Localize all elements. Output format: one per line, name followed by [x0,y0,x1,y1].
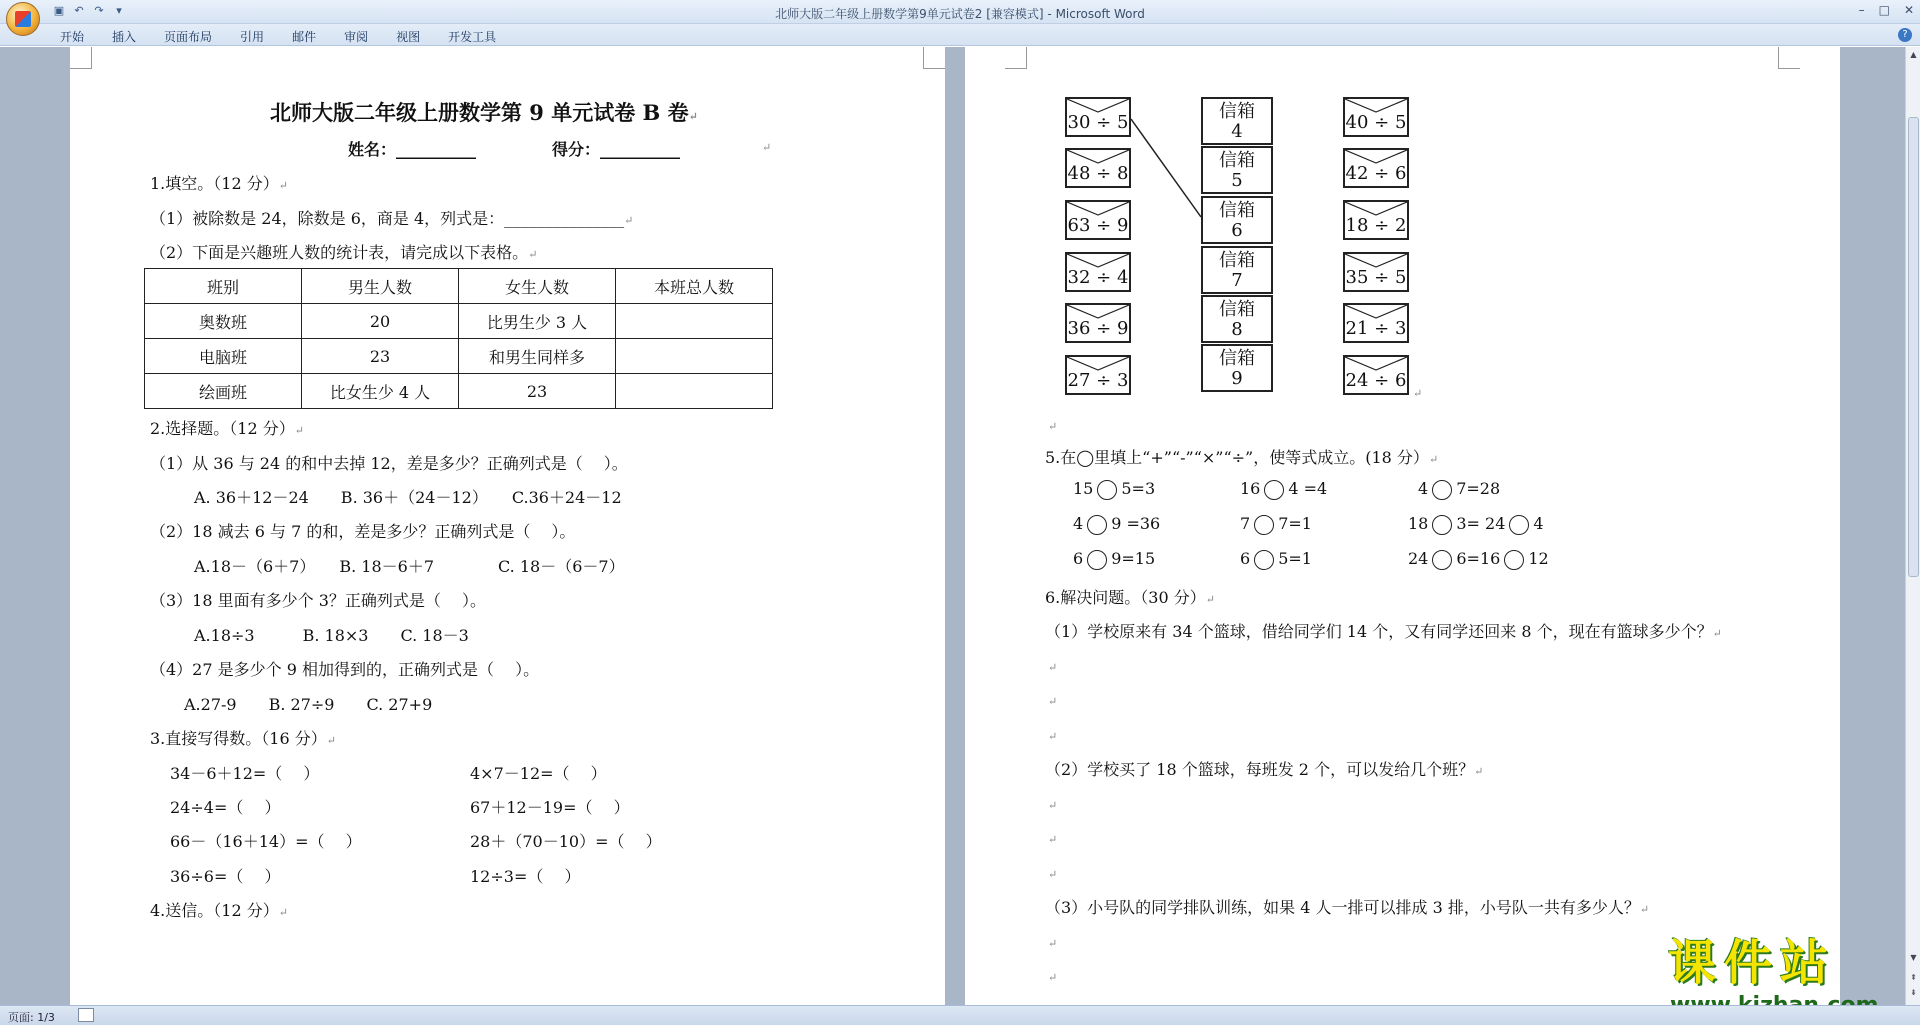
tab-insert[interactable]: 插入 [112,30,137,44]
equation: 16 4 =4 [1240,479,1328,498]
table-cell: 比男生少 3 人 [459,304,616,339]
tab-developer[interactable]: 开发工具 [448,30,497,44]
document-page-2 [965,47,1840,1005]
operator-circle[interactable] [1509,515,1529,535]
previous-page-icon[interactable]: ⇞ [1910,973,1917,982]
paragraph-mark: ↵ [1048,868,1058,881]
envelope-left: 32 ÷ 4 [1065,252,1131,292]
mailbox: 信箱 8 [1201,295,1273,343]
question-2-3: （3）18 里面有多少个 3？正确列式是（ ）。 [150,591,486,610]
table-cell: 男生人数 [302,269,459,304]
table-cell-blank[interactable] [616,304,773,339]
calc-item: 12÷3=（ ） [470,867,581,886]
table-cell-blank[interactable] [616,374,773,409]
table-cell: 23 [459,374,616,409]
envelope-left: 48 ÷ 8 [1065,148,1131,188]
envelope-left: 30 ÷ 5 [1065,97,1131,137]
equation: 15 5=3 [1073,479,1156,498]
customize-qat-icon[interactable]: ▾ [116,4,122,17]
operator-circle[interactable] [1097,480,1117,500]
matching-line [965,47,1365,387]
table-row [145,269,773,304]
section-5-heading: 5.在◯里填上“+”“-”“×”“÷”，使等式成立。(18 分）↵ [1045,448,1439,467]
operator-circle[interactable] [1504,550,1524,570]
office-button[interactable] [6,2,40,36]
table-row [145,304,773,339]
envelope-left: 27 ÷ 3 [1065,355,1131,395]
question-1-2: （2）下面是兴趣班人数的统计表，请完成以下表格。↵ [150,243,538,262]
question-2-3-options: A.18÷3 B. 18×3 C. 18－3 [194,626,469,645]
scroll-up-icon[interactable]: ▲ [1910,50,1917,59]
equation: 6 5=1 [1240,549,1312,568]
mailbox: 信箱 5 [1201,146,1273,194]
page-counter[interactable]: 页面: 1/3 [8,1011,55,1024]
envelope-right: 24 ÷ 6 [1343,355,1409,395]
paragraph-mark: ↵ [1048,695,1058,708]
ribbon [0,24,1920,46]
equation: 6 9=15 [1073,549,1156,568]
table-cell: 电脑班 [145,339,302,374]
tab-page-layout[interactable]: 页面布局 [164,30,213,44]
envelope-left: 63 ÷ 9 [1065,200,1131,240]
envelope-right: 21 ÷ 3 [1343,303,1409,343]
envelope-right: 35 ÷ 5 [1343,252,1409,292]
section-3-heading: 3.直接写得数。（16 分）↵ [150,729,336,748]
table-cell: 和男生同样多 [459,339,616,374]
paragraph-mark: ↵ [1048,661,1058,674]
redo-icon[interactable]: ↷ [94,4,104,17]
scroll-down-icon[interactable]: ▼ [1910,953,1917,962]
equation: 7 7=1 [1240,514,1312,533]
paragraph-mark: ↵ [1048,799,1058,812]
undo-icon[interactable]: ↶ [74,4,84,17]
calc-item: 36÷6=（ ） [170,867,281,886]
question-2-4: （4）27 是多少个 9 相加得到的，正确列式是（ ）。 [150,660,540,679]
window-controls [1859,3,1914,17]
document-page-1 [70,47,945,1005]
corner-mark [1778,47,1800,69]
table-row [145,374,773,409]
operator-circle[interactable] [1432,550,1452,570]
table-cell: 本班总人数 [616,269,773,304]
paragraph-mark: ↵ [1048,730,1058,743]
calc-item: 34－6＋12=（ ） [170,764,320,783]
watermark-name: 课件站 [1668,935,1837,991]
question-1-1: （1）被除数是 24，除数是 6，商是 4，列式是：_______________↵ [150,209,634,228]
tab-home[interactable]: 开始 [60,30,85,44]
envelope-left: 36 ÷ 9 [1065,303,1131,343]
calc-item: 67＋12－19=（ ） [470,798,630,817]
table-cell: 23 [302,339,459,374]
section-1-heading: 1.填空。（12 分）↵ [150,174,288,193]
table-row [145,339,773,374]
table-cell: 绘画班 [145,374,302,409]
question-2-2: （2）18 减去 6 与 7 的和，差是多少？正确列式是（ ）。 [150,522,576,541]
question-2-1: （1）从 36 与 24 的和中去掉 12，差是多少？正确列式是（ ）。 [150,454,628,473]
table-cell: 比女生少 4 人 [302,374,459,409]
envelope-right: 42 ÷ 6 [1343,148,1409,188]
corner-mark [923,47,945,69]
help-icon[interactable]: ? [1898,28,1912,42]
paragraph-mark: ↵ [1413,387,1423,400]
section-6-heading: 6.解决问题。（30 分）↵ [1045,588,1215,607]
status-bar [0,1005,1920,1025]
envelope-right: 40 ÷ 5 [1343,97,1409,137]
minimize-button[interactable]: – [1858,3,1865,17]
office-logo-icon [15,11,31,27]
scrollbar-thumb[interactable] [1908,117,1919,577]
calc-item: 66－（16＋14）=（ ） [170,832,362,851]
table-cell: 女生人数 [459,269,616,304]
table-cell: 班别 [145,269,302,304]
mailbox: 信箱 4 [1201,97,1273,145]
tab-view[interactable]: 视图 [396,30,421,44]
section-2-heading: 2.选择题。（12 分）↵ [150,419,304,438]
equation: 18 3= 24 4 [1408,514,1544,533]
site-watermark [1668,924,1898,1018]
problem-1: （1）学校原来有 34 个篮球，借给同学们 14 个，又有同学还回来 8 个，现在有篮球多少个？↵ [1045,622,1722,641]
corner-mark [70,47,92,69]
name-field[interactable]: 姓名：__________ [348,140,477,159]
equation: 4 9 =36 [1073,514,1161,533]
section-4-heading: 4.送信。（12 分）↵ [150,901,288,920]
operator-circle[interactable] [1254,550,1274,570]
save-icon[interactable]: ▣ [53,4,65,17]
calc-item: 4×7－12=（ ） [470,764,607,783]
operator-circle[interactable] [1432,480,1452,500]
question-2-2-options: A.18－（6＋7） B. 18－6＋7 C. 18－（6－7） [194,557,625,576]
equation: 4 7=28 [1418,479,1501,498]
ribbon-tabs [60,28,524,45]
operator-circle[interactable] [1087,550,1107,570]
calc-item: 24÷4=（ ） [170,798,281,817]
page-title: 北师大版二年级上册数学第 9 单元试卷 B 卷↵ [270,100,698,125]
table-cell-blank[interactable] [616,339,773,374]
tab-references[interactable]: 引用 [240,30,265,44]
score-field[interactable]: 得分：__________ [552,140,681,159]
tab-mailings[interactable]: 邮件 [292,30,317,44]
document-workspace [0,47,1905,1005]
problem-3: （3）小号队的同学排队训练，如果 4 人一排可以排成 3 排，小号队一共有多少人？↵ [1045,898,1650,917]
paragraph-mark: ↵ [1048,833,1058,846]
proofing-icon[interactable] [78,1008,94,1022]
question-2-1-options: A. 36＋12－24 B. 36＋（24－12） C.36＋24－12 [194,488,622,507]
operator-circle[interactable] [1432,515,1452,535]
close-button[interactable]: ✕ [1903,3,1914,17]
window-title: 北师大版二年级上册数学第9单元试卷2 [兼容模式] - Microsoft Word [775,7,1145,21]
next-page-icon[interactable]: ⇟ [1910,988,1917,997]
equation: 24 6=16 12 [1408,549,1549,568]
question-2-4-options: A.27-9 B. 27÷9 C. 27+9 [184,695,433,714]
envelope-right: 18 ÷ 2 [1343,200,1409,240]
table-cell: 奥数班 [145,304,302,339]
title-bar [0,0,1920,24]
paragraph-mark: ↵ [1048,420,1058,433]
table-cell: 20 [302,304,459,339]
paragraph-mark: ↵ [1048,937,1058,950]
paragraph-mark: ↵ [1048,971,1058,984]
stats-table [144,268,773,409]
maximize-button[interactable]: □ [1878,3,1890,17]
mailbox: 信箱 6 [1201,196,1273,244]
paragraph-mark: ↵ [762,141,772,154]
problem-2: （2）学校买了 18 个篮球，每班发 2 个，可以发给几个班？↵ [1045,760,1484,779]
mailbox: 信箱 9 [1201,344,1273,392]
operator-circle[interactable] [1254,515,1274,535]
tab-review[interactable]: 审阅 [344,30,369,44]
vertical-scrollbar[interactable] [1905,47,1920,1005]
mailbox: 信箱 7 [1201,246,1273,294]
operator-circle[interactable] [1087,515,1107,535]
operator-circle[interactable] [1264,480,1284,500]
calc-item: 28＋（70－10）=（ ） [470,832,662,851]
